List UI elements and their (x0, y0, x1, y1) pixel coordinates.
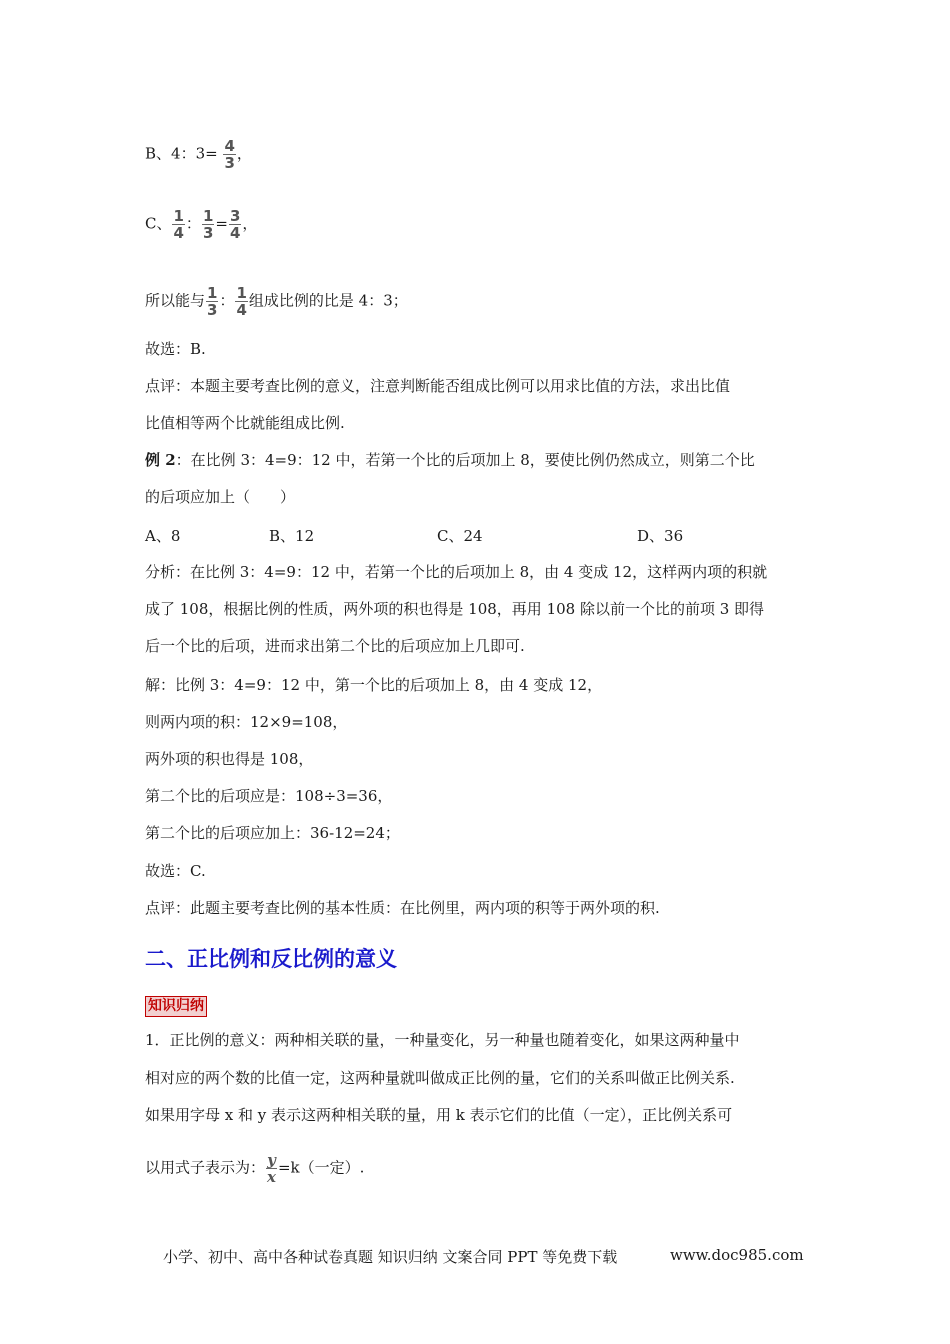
solution-line-2: 则两内项的积：12×9=108， (145, 713, 348, 731)
example-2-line-b: 的后项应加上（ ） (145, 488, 296, 506)
option-a: A、8 (145, 527, 181, 545)
fraction (229, 208, 241, 241)
option-c-line (145, 208, 257, 241)
option-b-line (145, 138, 252, 171)
definition-line-1: 1．正比例的意义：两种相关联的量，一种量变化，另一种量也随着变化，如果这两种量中 (145, 1031, 740, 1049)
conclusion-line (145, 285, 408, 318)
text: C、 (145, 214, 172, 233)
solution-line-3: 两外项的积也得是 108， (145, 750, 314, 768)
text: ， (242, 214, 258, 233)
footer-text: 小学、初中、高中各种试卷真题 知识归纳 文案合同 PPT 等免费下载 (163, 1248, 618, 1266)
option-b: B、12 (269, 527, 315, 545)
definition-line-2: 相对应的两个数的比值一定，这两种量就叫做成正比例的量，它们的关系叫做正比例关系. (145, 1069, 735, 1087)
answer-2: 故选：C. (145, 862, 206, 880)
option-c: C、24 (437, 527, 483, 545)
definition-line-4 (145, 1152, 364, 1185)
numerator: 3 (229, 207, 241, 225)
text: = (215, 214, 228, 233)
numerator: 1 (173, 207, 184, 225)
analysis-line-c: 后一个比的后项，进而求出第二个比的后项应加上几即可. (145, 637, 525, 655)
fraction (206, 285, 218, 318)
example-2-line-a (145, 450, 755, 470)
fraction (235, 285, 247, 318)
text: 以用式子表示为： (145, 1158, 266, 1177)
text: B、4：3= (145, 144, 218, 163)
section-heading: 二、正比例和反比例的意义 (145, 947, 397, 971)
text: ： (219, 291, 235, 310)
analysis-line-a: 分析：在比例 3：4=9：12 中，若第一个比的后项加上 8，由 4 变成 12，这样两内项的积就 (145, 563, 768, 581)
denominator: 3 (224, 154, 235, 172)
text: =k（一定）. (277, 1158, 365, 1177)
denominator: 3 (202, 224, 214, 242)
fraction (223, 138, 235, 171)
answer-1: 故选：B. (145, 340, 206, 358)
denominator: x (267, 1168, 276, 1186)
denominator: 4 (229, 224, 241, 242)
definition-line-3: 如果用字母 x 和 y 表示这两种相关联的量，用 k 表示它们的比值（一定），正比例关系可 (145, 1106, 733, 1124)
denominator: 4 (236, 301, 247, 319)
numerator: 4 (224, 137, 235, 155)
knowledge-summary-tag: 知识归纳 (145, 996, 207, 1017)
footer-url[interactable]: www.doc985.com (670, 1246, 804, 1264)
numerator: 1 (236, 284, 247, 302)
text: 组成比例的比是 4：3； (248, 291, 408, 310)
option-d: D、36 (637, 527, 684, 545)
fraction (202, 208, 214, 241)
analysis-line-b: 成了 108，根据比例的性质，两外项的积也得是 108，再用 108 除以前一个比的前项 3 即得 (145, 600, 765, 618)
text: ： (185, 214, 201, 233)
example-label: 例 2 (145, 451, 176, 469)
fraction (266, 1152, 277, 1185)
numerator: 1 (207, 284, 218, 302)
numerator: y (267, 1151, 276, 1169)
solution-line-4: 第二个比的后项应是：108÷3=36， (145, 787, 393, 805)
solution-line-5: 第二个比的后项应加上：36-12=24； (145, 824, 400, 842)
fraction (172, 208, 184, 241)
denominator: 4 (173, 224, 184, 242)
comment-2: 点评：此题主要考查比例的基本性质：在比例里，两内项的积等于两外项的积. (145, 899, 660, 917)
text: 所以能与 (145, 291, 206, 310)
text: ， (236, 144, 252, 163)
numerator: 1 (202, 207, 214, 225)
denominator: 3 (207, 301, 218, 319)
comment-1-line-a: 点评：本题主要考查比例的意义，注意判断能否组成比例可以用求比值的方法，求出比值 (145, 377, 731, 395)
solution-line-1: 解：比例 3：4=9：12 中，第一个比的后项加上 8，由 4 变成 12， (145, 676, 603, 694)
text: ：在比例 3：4=9：12 中，若第一个比的后项加上 8，要使比例仍然成立，则第二个比 (175, 451, 755, 469)
comment-1-line-b: 比值相等两个比就能组成比例. (145, 414, 345, 432)
